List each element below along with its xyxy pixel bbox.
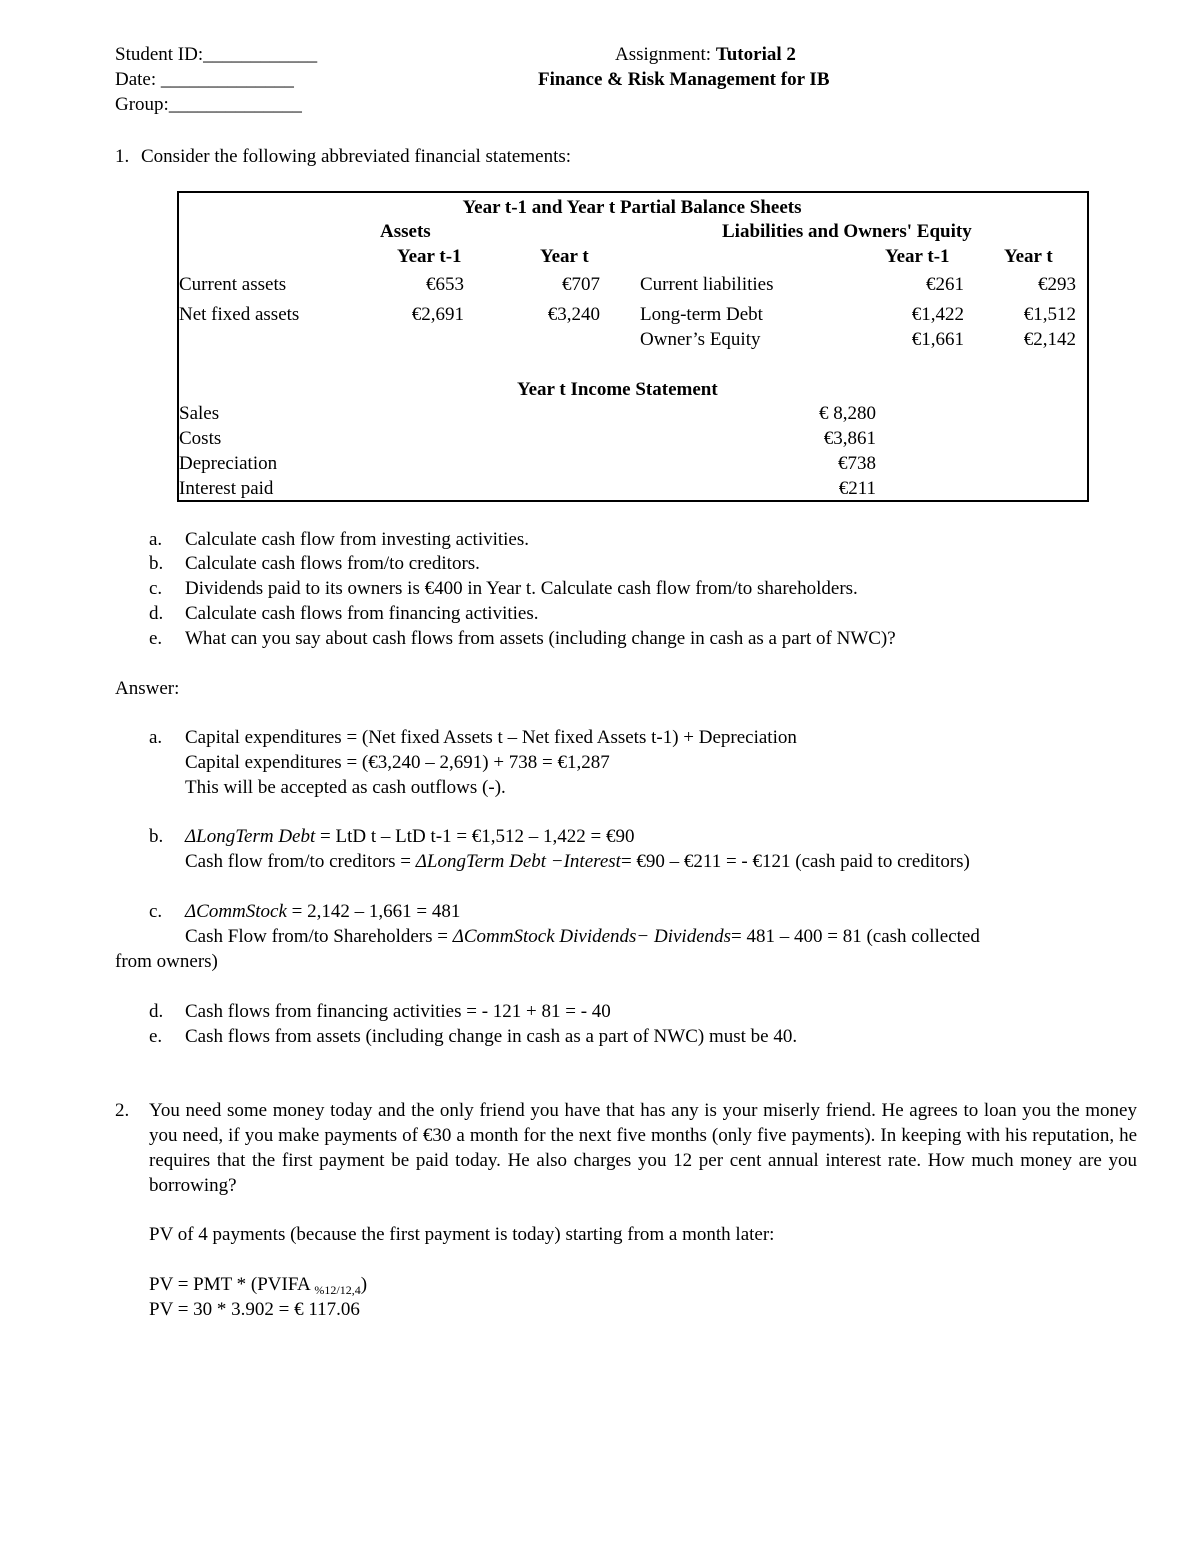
income-row-label: Costs	[179, 428, 222, 449]
question-marker: a.	[149, 529, 163, 550]
income-row-label: Interest paid	[179, 478, 274, 499]
math-commstock-dividends: ΔCommStock Dividends− Dividends	[452, 926, 732, 947]
math-ltd-minus-interest: ΔLongTerm Debt −Interest	[415, 851, 621, 872]
income-row-label: Depreciation	[179, 453, 278, 474]
group-label: Group:______________	[115, 94, 302, 115]
answer-a-marker: a.	[149, 727, 163, 748]
answer-c-line2-post: = 481 – 400 = 81 (cash collected	[731, 926, 980, 947]
liab-col-prev: Year t-1	[885, 246, 950, 267]
income-row-value: €3,861	[823, 428, 876, 449]
q2-formula-post: )	[360, 1274, 368, 1295]
income-row-value: €211	[838, 478, 876, 499]
answer-c-line2	[185, 924, 980, 949]
question-text: Calculate cash flow from investing activities.	[185, 529, 530, 550]
question-marker: e.	[149, 628, 163, 649]
liability-row-label: Current liabilities	[640, 274, 774, 295]
income-row-value: € 8,280	[819, 403, 876, 424]
answer-c-marker: c.	[149, 901, 163, 922]
student-id-label: Student ID:____________	[115, 44, 318, 65]
answer-c-line1	[185, 899, 460, 924]
liability-row-curr: €2,142	[1023, 329, 1076, 350]
question-text: Calculate cash flows from financing activities.	[185, 603, 539, 624]
date-label: Date: ______________	[115, 69, 294, 90]
answer-d-marker: d.	[149, 1001, 164, 1022]
answer-b-line2-post: = €90 – €211 = - €121 (cash paid to creditors)	[620, 851, 970, 872]
assets-col-curr: Year t	[540, 246, 589, 267]
q2-text: You need some money today and the only friend you have that has any is your miserly friend. He agrees to loan you the money you need, if you make payments of €30 a month for the next five months (only five payments). In keeping with his reputation, he requires that the first payment be paid today. He also charges you 12 per cent annual interest rate. How much money are you borrowing?	[149, 1100, 1137, 1196]
asset-row-prev: €653	[426, 274, 464, 295]
answer-c-line1-text: = 2,142 – 1,661 = 481	[286, 901, 461, 922]
answer-a-line2: Capital expenditures = (€3,240 – 2,691) + 738 = €1,287	[185, 752, 610, 773]
q2-number: 2.	[115, 1100, 130, 1121]
q2-formula-sub: %12/12,4	[314, 1283, 361, 1297]
answer-e-marker: e.	[149, 1026, 163, 1047]
income-statement-title: Year t Income Statement	[517, 379, 718, 400]
question-marker: b.	[149, 553, 164, 574]
liability-row-label: Long-term Debt	[640, 304, 763, 325]
q2-formula-pre: PV = PMT * (PVIFA	[149, 1274, 315, 1295]
answer-c-line3: from owners)	[115, 951, 218, 972]
asset-row-prev: €2,691	[411, 304, 464, 325]
question-marker: d.	[149, 603, 164, 624]
question-text: Calculate cash flows from/to creditors.	[185, 553, 480, 574]
income-row-label: Sales	[179, 403, 220, 424]
assets-header: Assets	[380, 221, 431, 242]
asset-row-label: Current assets	[179, 274, 287, 295]
course-title: Finance & Risk Management for IB	[538, 69, 830, 90]
asset-row-curr: €3,240	[547, 304, 600, 325]
answer-b-marker: b.	[149, 826, 164, 847]
assignment-value: Tutorial 2	[715, 44, 796, 65]
answer-e-text: Cash flows from assets (including change in cash as a part of NWC) must be 40.	[185, 1026, 798, 1047]
answer-label: Answer:	[115, 678, 180, 699]
answer-d-text: Cash flows from financing activities = - 121 + 81 = - 40	[185, 1001, 611, 1022]
q1-number: 1.	[115, 146, 130, 167]
q1-intro: Consider the following abbreviated financial statements:	[141, 146, 572, 167]
answer-b-line2-pre: Cash flow from/to creditors =	[185, 851, 416, 872]
answer-b-line1-text: = LtD t – LtD t-1 = €1,512 – 1,422 = €90	[315, 826, 635, 847]
liability-row-curr: €293	[1038, 274, 1076, 295]
math-delta-ltd: ΔLongTerm Debt	[185, 826, 316, 847]
question-text: What can you say about cash flows from assets (including change in cash as a part of NWC)?	[185, 628, 896, 649]
assets-col-prev: Year t-1	[397, 246, 462, 267]
liability-row-curr: €1,512	[1023, 304, 1076, 325]
assignment-label: Assignment:	[615, 44, 716, 65]
liability-row-label: Owner’s Equity	[640, 329, 761, 350]
asset-row-label: Net fixed assets	[179, 304, 300, 325]
liab-col-curr: Year t	[1004, 246, 1053, 267]
assignment-line	[615, 42, 796, 67]
question-text: Dividends paid to its owners is €400 in Year t. Calculate cash flow from/to shareholders.	[185, 578, 858, 599]
answer-a-line3: This will be accepted as cash outflows (-).	[185, 777, 506, 798]
q2-pv-intro: PV of 4 payments (because the first payment is today) starting from a month later:	[149, 1224, 775, 1245]
math-delta-commstock: ΔCommStock	[185, 901, 287, 922]
income-row-value: €738	[838, 453, 876, 474]
liability-row-prev: €1,422	[911, 304, 964, 325]
liability-row-prev: €261	[926, 274, 964, 295]
question-marker: c.	[149, 578, 163, 599]
balance-sheet-title: Year t-1 and Year t Partial Balance Sheets	[462, 197, 802, 218]
answer-a-line1: Capital expenditures = (Net fixed Assets t – Net fixed Assets t-1) + Depreciation	[185, 727, 797, 748]
liability-row-prev: €1,661	[911, 329, 964, 350]
answer-b-line2	[185, 849, 970, 874]
asset-row-curr: €707	[562, 274, 600, 295]
answer-c-line2-pre: Cash Flow from/to Shareholders =	[185, 926, 453, 947]
answer-b-line1	[185, 824, 635, 849]
liabilities-header: Liabilities and Owners' Equity	[722, 221, 972, 242]
q2-result: PV = 30 * 3.902 = € 117.06	[149, 1299, 360, 1320]
